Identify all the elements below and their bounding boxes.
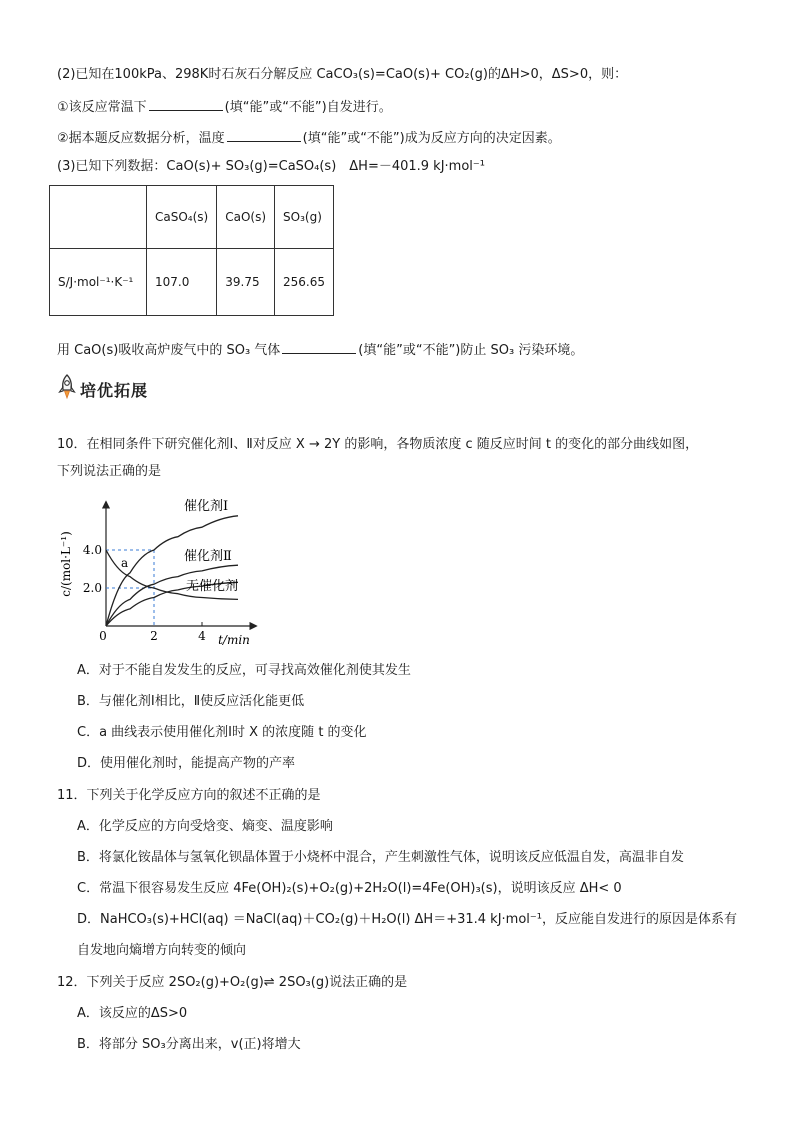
- entropy-table: [49, 185, 334, 316]
- y-tick-label: 4.0: [82, 543, 102, 557]
- q9-part2-intro: (2)已知在100kPa、298K时石灰石分解反应 CaCO₃(s)=CaO(s)+ CO₂(g)的ΔH>0，ΔS>0，则：: [57, 67, 628, 82]
- table-cell: 39.75: [217, 249, 275, 316]
- table-header-row: [50, 186, 334, 249]
- answer-blank[interactable]: [227, 128, 301, 142]
- q10-stem-line1: 10．在相同条件下研究催化剂Ⅰ、Ⅱ对反应 X → 2Y 的影响，各物质浓度 c 随反应时间 t 的变化的部分曲线如图，: [57, 437, 699, 452]
- q11-option-b: B．将氯化铵晶体与氢氧化钡晶体置于小烧杯中混合，产生刺激性气体，说明该反应低温自发，高温非自发: [77, 850, 684, 865]
- x-tick-label: 4: [198, 629, 206, 643]
- q12-stem: 12．下列关于反应 2SO₂(g)+O₂(g)⇌ 2SO₃(g)说法正确的是: [57, 975, 408, 990]
- answer-blank[interactable]: [149, 97, 223, 111]
- x-tick-label: 2: [150, 629, 158, 643]
- q9-item2-suffix: (填“能”或“不能”)成为反应方向的决定因素。: [302, 131, 561, 146]
- q9-part2-item1: [57, 97, 392, 117]
- q12-option-a: A．该反应的ΔS>0: [77, 1006, 188, 1021]
- q10-stem-line2: 下列说法正确的是: [57, 464, 162, 479]
- rocket-icon: [58, 374, 76, 404]
- curve-label-a: a: [121, 556, 129, 570]
- answer-blank[interactable]: [282, 340, 356, 354]
- series-label: 催化剂Ⅰ: [184, 499, 229, 514]
- q11-option-d: D．NaHCO₃(s)+HCl(aq) ＝NaCl(aq)＋CO₂(g)＋H₂O(l) ΔH＝+31.4 kJ·mol⁻¹，反应能自发进行的原因是体系有: [77, 912, 737, 927]
- q9-item1-prefix: ①该反应常温下: [57, 100, 147, 115]
- q9-item1-suffix: (填“能”或“不能”)自发进行。: [224, 100, 392, 115]
- table-header-cell: CaSO₄(s): [147, 186, 217, 249]
- y-axis-label: c/(mol·L⁻¹): [59, 531, 73, 597]
- table-cell: 256.65: [275, 249, 334, 316]
- q10-option-a: A．对于不能自发发生的反应，可寻找高效催化剂使其发生: [77, 663, 411, 678]
- series-label: 无催化剂: [186, 579, 239, 594]
- table-header-cell: [50, 186, 147, 249]
- table-row: [50, 249, 334, 316]
- q9-part3-intro: (3)已知下列数据：CaO(s)+ SO₃(g)=CaSO₄(s) ΔH=－401.9 kJ·mol⁻¹: [57, 159, 485, 174]
- x-axis-label: t/min: [218, 633, 250, 647]
- section-header: [58, 374, 148, 404]
- q9-q3-prefix: 用 CaO(s)吸收高炉废气中的 SO₃ 气体: [57, 343, 281, 358]
- section-title: 培优拓展: [80, 380, 149, 400]
- table-row-label: S/J·mol⁻¹·K⁻¹: [50, 249, 147, 316]
- series-label: 催化剂Ⅱ: [184, 549, 232, 564]
- q10-option-c: C．a 曲线表示使用催化剂Ⅰ时 X 的浓度随 t 的变化: [77, 725, 367, 740]
- q10-option-d: D．使用催化剂时，能提高产物的产率: [77, 756, 296, 771]
- q9-part3-question: [57, 340, 583, 360]
- q11-stem: 11．下列关于化学反应方向的叙述不正确的是: [57, 788, 321, 803]
- table-header-cell: CaO(s): [217, 186, 275, 249]
- table-cell: 107.0: [147, 249, 217, 316]
- table-header-cell: SO₃(g): [275, 186, 334, 249]
- q11-option-c: C．常温下很容易发生反应 4Fe(OH)₂(s)+O₂(g)+2H₂O(l)=4Fe(OH)₃(s)，说明该反应 ΔH< 0: [77, 881, 622, 896]
- q11-option-d-cont: 自发地向熵增方向转变的倾向: [77, 943, 247, 958]
- q9-part2-item2: [57, 128, 561, 148]
- x-tick-label: 0: [99, 629, 107, 643]
- q10-option-b: B．与催化剂Ⅰ相比，Ⅱ使反应活化能更低: [77, 694, 305, 709]
- q12-option-b: B．将部分 SO₃分离出来，v(正)将增大: [77, 1037, 301, 1052]
- q9-q3-suffix: (填“能”或“不能”)防止 SO₃ 污染环境。: [358, 343, 584, 358]
- q9-item2-prefix: ②据本题反应数据分析，温度: [57, 131, 225, 146]
- q11-option-a: A．化学反应的方向受焓变、熵变、温度影响: [77, 819, 333, 834]
- y-tick-label: 2.0: [82, 581, 102, 595]
- concentration-time-chart: [56, 494, 266, 652]
